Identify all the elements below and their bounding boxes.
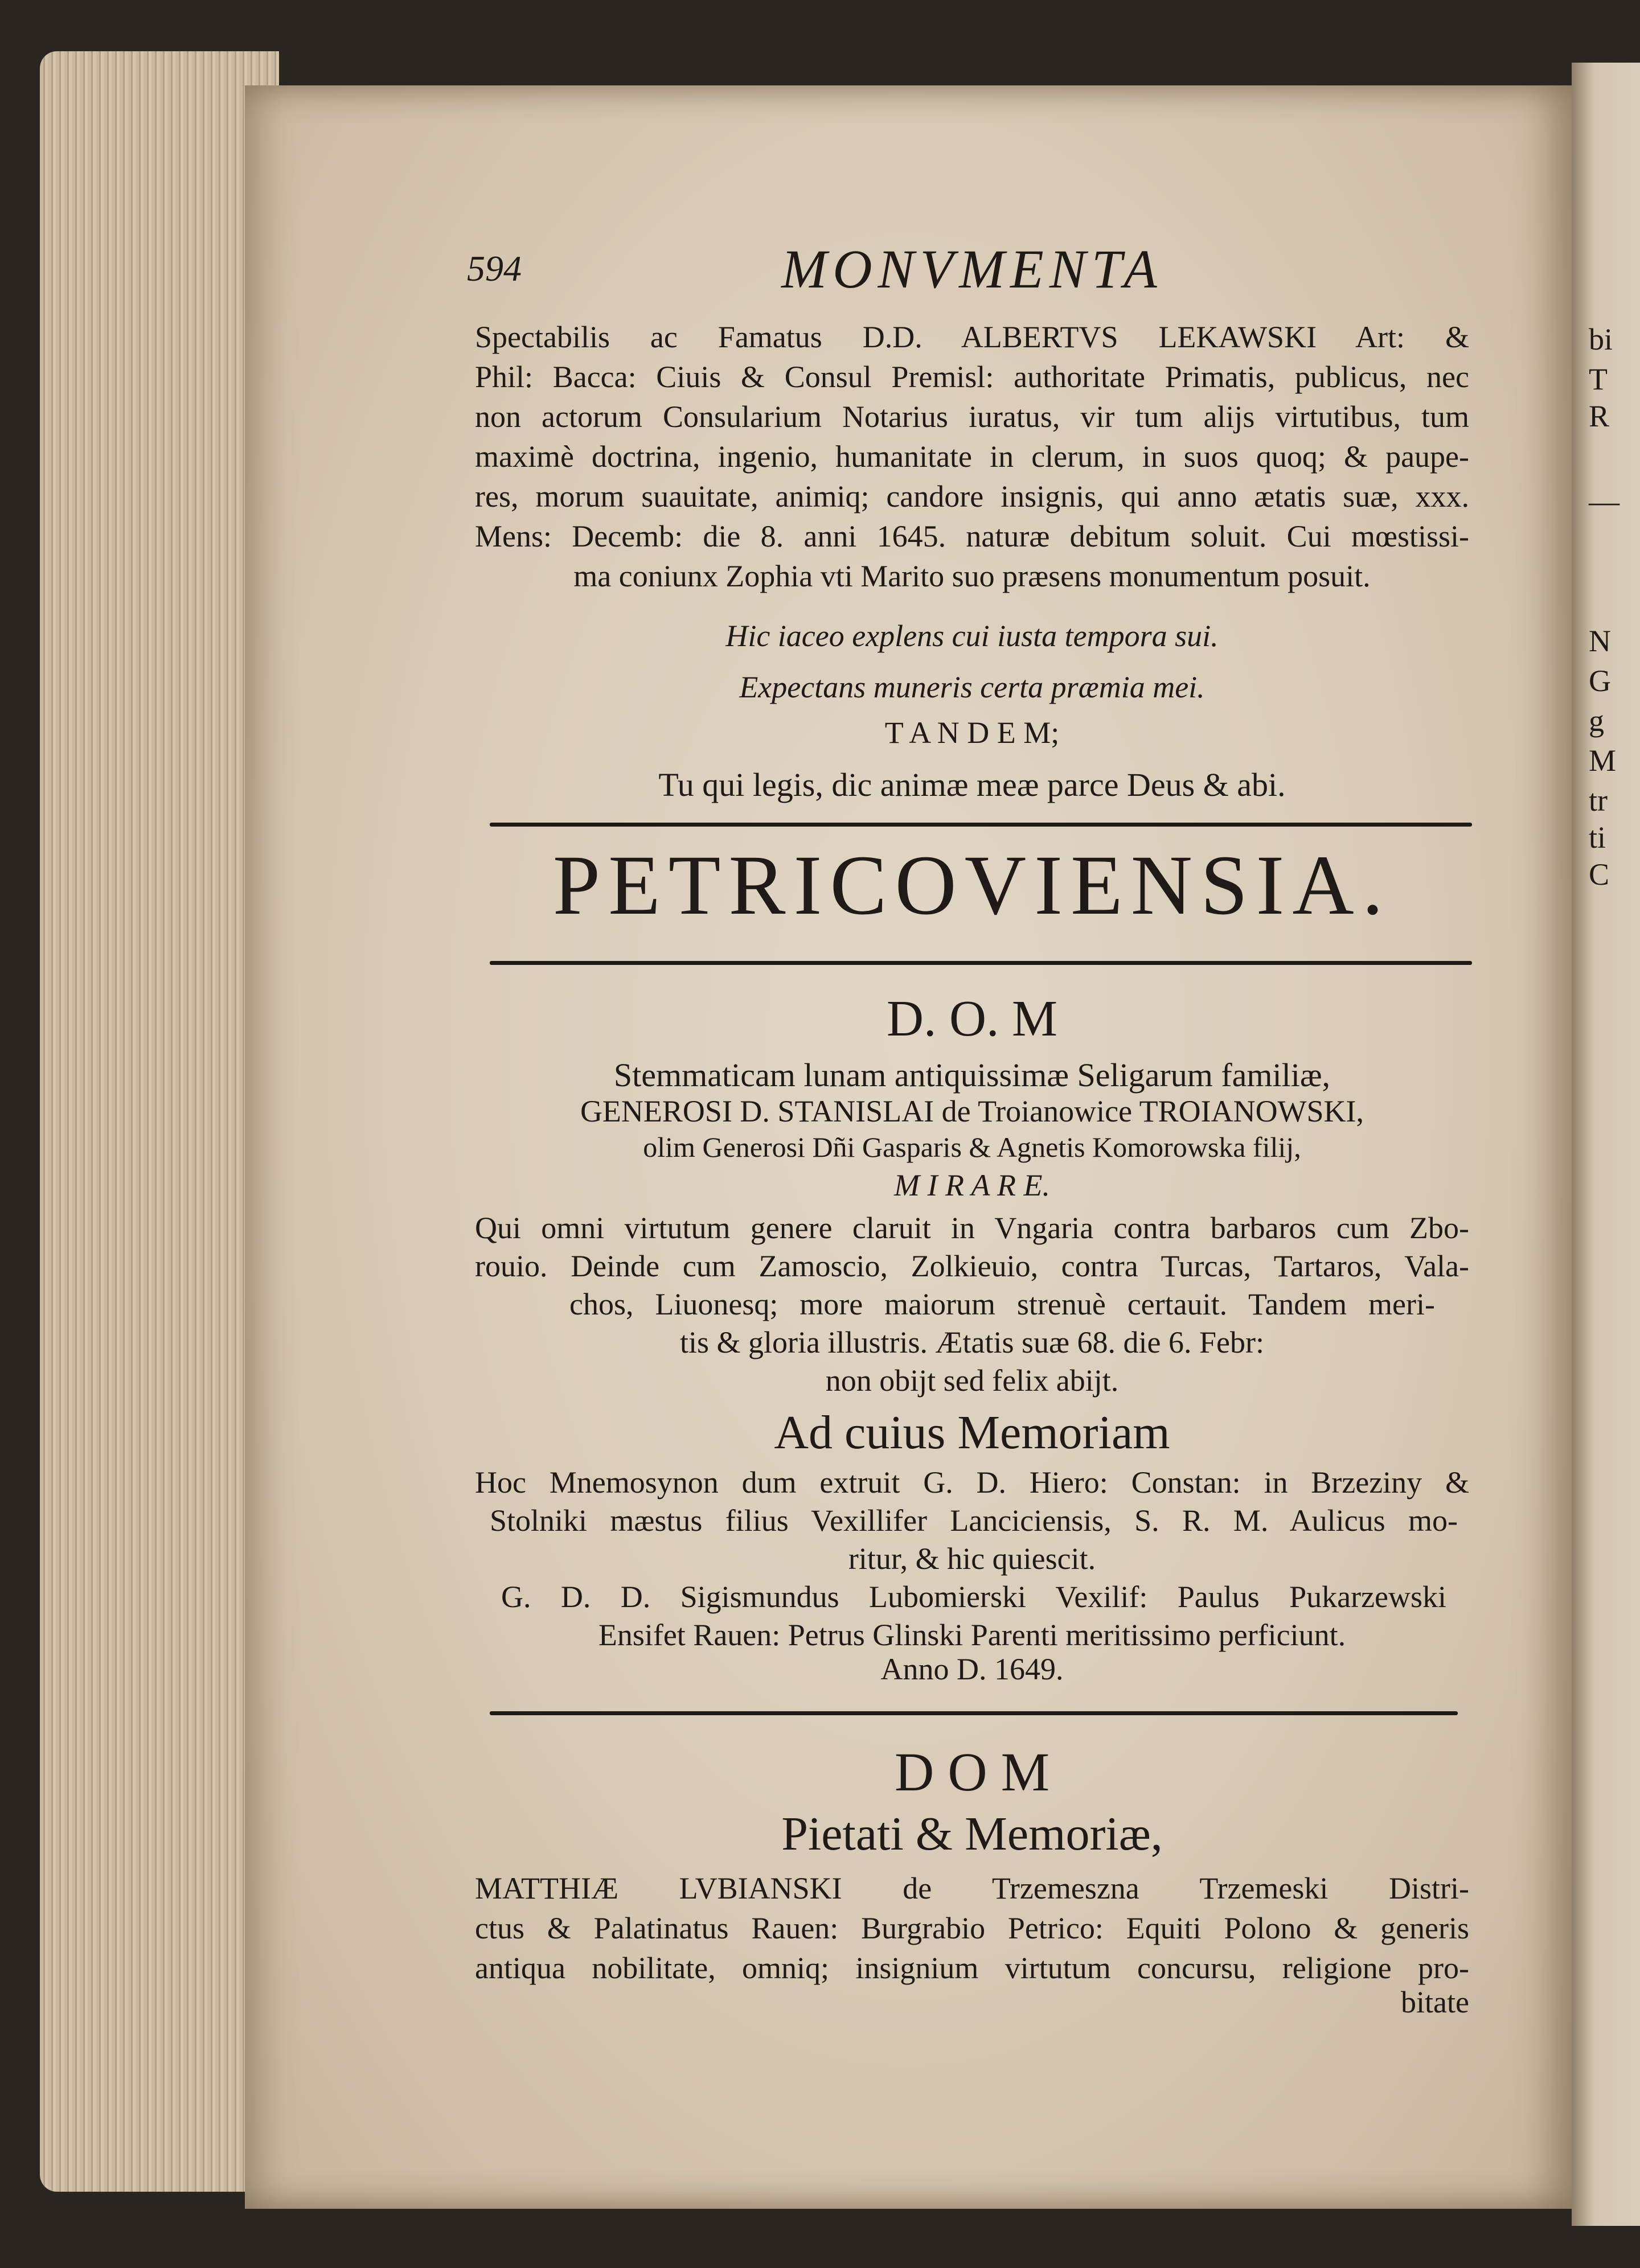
text-line: GENEROSI D. STANISLAI de Troianowice TROIANOWSKI, (580, 1094, 1364, 1128)
facing-fragment: R (1589, 399, 1610, 433)
section-title: PETRICOVIENSIA. (552, 838, 1392, 932)
text-line: non obijt sed felix abijt. (825, 1363, 1119, 1398)
text-line: Mens: Decemb: die 8. anni 1645. naturæ debitum soluit. Cui mœstissi- (475, 519, 1469, 553)
text-line: Hoc Mnemosynon dum extruit G. D. Hiero: Constan: in Brzeziny & (475, 1465, 1469, 1499)
facing-fragment: C (1589, 857, 1610, 891)
text-line: G. D. D. Sigismundus Lubomierski Vexilif: Paulus Pukarzewski (501, 1580, 1446, 1614)
catchword: bitate (1401, 1985, 1469, 2019)
facing-fragment: T (1589, 362, 1608, 396)
text-line: res, morum suauitate, animiq; candore insignis, qui anno ætatis suæ, xxx. (475, 479, 1469, 513)
text-line: rouio. Deinde cum Zamoscio, Zolkieuio, contra Turcas, Tartaros, Vala- (475, 1249, 1469, 1283)
text-line: ritur, & hic quiescit. (848, 1542, 1096, 1576)
facing-fragment: M (1589, 743, 1617, 778)
tandem-line: T A N D E M; (884, 716, 1060, 750)
text-line: maximè doctrina, ingenio, humanitate in clerum, in suos quoq; & paupe- (475, 439, 1469, 474)
text-line: MATTHIÆ LVBIANSKI de Trzemeszna Trzemeski Distri- (475, 1871, 1469, 1905)
text-line: Phil: Bacca: Ciuis & Consul Premisl: authoritate Primatis, publicus, nec (475, 360, 1469, 394)
page-number: 594 (467, 248, 522, 289)
text-line: Anno D. 1649. (880, 1652, 1064, 1686)
facing-fragment: N (1589, 624, 1611, 658)
section-heading: Pietati & Memoriæ, (781, 1807, 1163, 1860)
text-line: antiqua nobilitate, omniq; insignium virtutum concursu, religione pro- (475, 1951, 1469, 1985)
text-line: non actorum Consularium Notarius iuratus, vir tum alijs virtutibus, tum (475, 400, 1469, 434)
facing-fragment: g (1589, 704, 1604, 738)
mirare-line: M I R A R E. (894, 1168, 1050, 1202)
text-line: chos, Liuonesq; more maiorum strenuè certauit. Tandem meri- (569, 1287, 1435, 1321)
text-line: tis & gloria illustris. Ætatis suæ 68. die 6. Febr: (680, 1325, 1264, 1359)
text-line: olim Generosi Dñi Gasparis & Agnetis Komorowska filij, (643, 1131, 1301, 1163)
text-line: Stemmaticam lunam antiquissimæ Seligarum familiæ, (613, 1057, 1331, 1094)
text-line: Stolniki mæstus filius Vexillifer Lanciciensis, S. R. M. Aulicus mo- (490, 1503, 1458, 1538)
page-stack-edges (40, 51, 279, 2192)
memoriam-heading: Ad cuius Memoriam (774, 1406, 1170, 1459)
divider-rule (490, 823, 1472, 827)
facing-fragment: tr (1589, 783, 1608, 817)
facing-fragment: bi (1589, 322, 1613, 356)
facing-fragment: ti (1589, 820, 1606, 854)
facing-fragment: G (1589, 664, 1611, 698)
dom-heading: D O M (894, 1741, 1049, 1802)
text-line: Qui omni virtutum genere claruit in Vngaria contra barbaros cum Zbo- (475, 1211, 1469, 1245)
text-line: ma coniunx Zophia vti Marito suo præsens monumentum posuit. (573, 559, 1371, 593)
divider-rule (490, 1711, 1458, 1715)
divider-rule (490, 961, 1472, 965)
closing-line: Tu qui legis, dic animæ meæ parce Deus & abi. (658, 766, 1286, 803)
text-line: Spectabilis ac Famatus D.D. ALBERTVS LEKAWSKI Art: & (475, 320, 1469, 354)
facing-fragment: — (1589, 484, 1620, 519)
text-line: ctus & Palatinatus Rauen: Burgrabio Petrico: Equiti Polono & generis (475, 1911, 1469, 1945)
text-line: Ensifet Rauen: Petrus Glinski Parenti meritissimo perficiunt. (598, 1618, 1346, 1652)
running-title: MONVMENTA (781, 239, 1163, 299)
verse-line: Expectans muneris certa præmia mei. (739, 670, 1205, 704)
dom-heading: D. O. M (886, 991, 1057, 1047)
verse-line: Hic iaceo explens cui iusta tempora sui. (725, 619, 1219, 653)
